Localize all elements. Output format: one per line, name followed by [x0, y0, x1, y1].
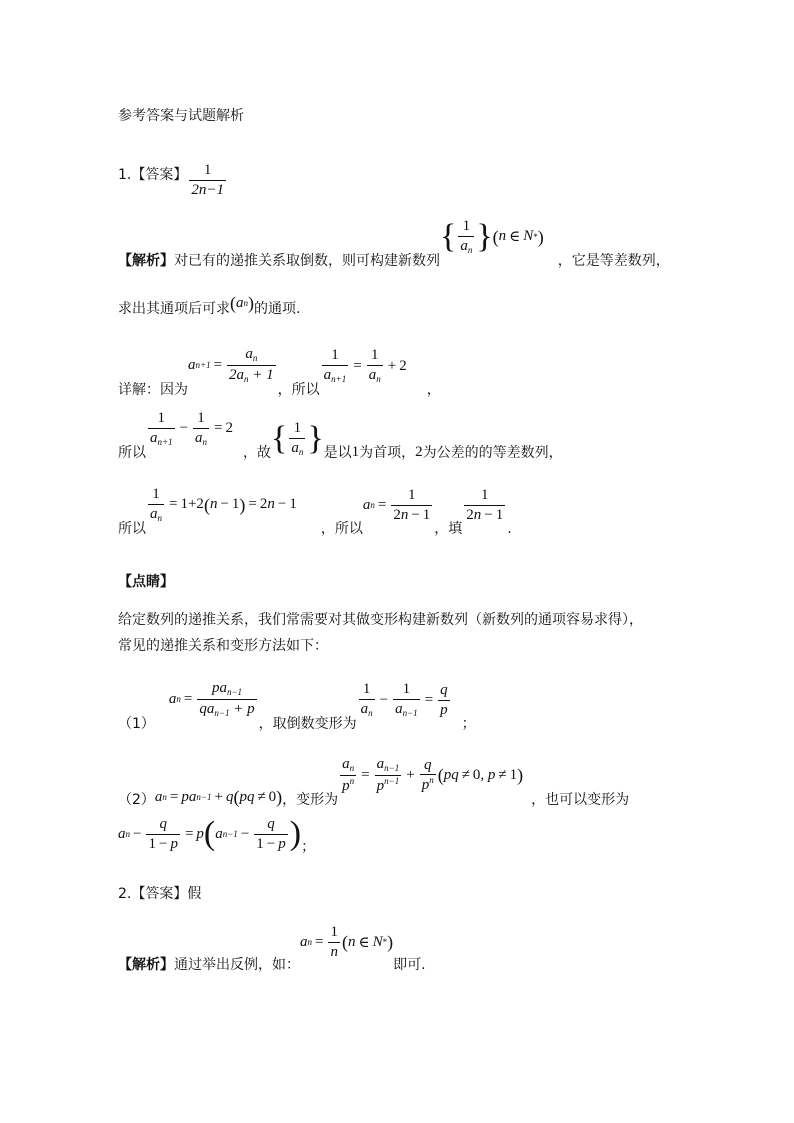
formula-difference: $\frac{1}{a_{n+1}}$ − $\frac{1}{a_n}$ = 2 — [150, 410, 234, 447]
formula-case1: a n = $\frac{pa_{n-1}}{qa_{n-1} + p}$ — [168, 680, 255, 718]
case2-label: （2） — [118, 791, 155, 808]
case1-mid: ，取倒数变形为 — [258, 715, 357, 732]
q1-so3: 所以 — [118, 520, 146, 537]
q1-period: . — [507, 520, 512, 537]
formula-case2-alt: a n − $\frac{q}{1 - p}$ = p ( a n−1 − $\frac{q}{1 - p}$ ) — [118, 815, 302, 852]
case2-mid: ，变形为 — [282, 791, 339, 808]
q1-is-seq-b: 为首项， — [359, 444, 416, 461]
formula-reciprocal: $\frac{1}{a_{n+1}}$ = $\frac{1}{a_n}$ + 2 — [323, 347, 407, 384]
q1-comma1: ， — [426, 381, 441, 398]
q1-is-seq-c: 为公差的的等差数列， — [422, 444, 563, 461]
q1-so4: ，所以 — [320, 520, 363, 537]
case1-end: ； — [461, 715, 476, 732]
q1-analysis-label: 【解析】 — [118, 252, 174, 269]
q1-answer-formula: $\frac{1}{2n-1}$ — [191, 162, 224, 198]
formula-fill: $\frac{1}{2n - 1}$ — [466, 487, 504, 523]
q2-analysis-label: 【解析】 — [118, 957, 174, 974]
q1-comment-label: 【点睛】 — [118, 574, 174, 590]
formula-case2: a n = pa n−1 + q ( pq ≠ 0 ) — [154, 787, 283, 808]
q2-analysis-end: 即可. — [393, 957, 426, 974]
formula-an: ( a n ) — [230, 293, 254, 313]
case2-end: ，也可以变形为 — [531, 791, 630, 808]
q1-analysis-line1 — [118, 217, 694, 269]
case1-line — [118, 680, 694, 733]
formula-closed: $\frac{1}{a_n}$ = 1+2 ( n − 1 ) = 2 n − 1 — [150, 486, 297, 523]
case2-tail: ； — [301, 839, 316, 856]
q1-so2: 所以 — [118, 444, 146, 461]
q1-answer-line — [118, 162, 694, 198]
q2-answer-line — [118, 886, 694, 903]
q1-result-line — [118, 486, 694, 537]
q1-detail-line — [118, 346, 694, 399]
q1-is-seq-a: 是以 — [323, 444, 352, 461]
q1-diff: 2 — [415, 444, 423, 461]
formula-an-result: a n = $\frac{1}{2n - 1}$ — [362, 487, 431, 523]
q1-analysis-line2-end: 的通项. — [254, 301, 301, 318]
q1-comment-p1: 给定数列的递推关系，我们常需要对其做变形构建新数列（新数列的通项容易求得）， — [118, 612, 643, 628]
formula-new-sequence: { $\frac{1}{a_n}$ } ( n ∈ N * ) — [440, 217, 544, 255]
q1-so1: ，所以 — [277, 381, 320, 398]
formula-seq-brace: { $\frac{1}{a_n}$ } — [271, 419, 324, 457]
case1-label: （1） — [118, 715, 155, 732]
q1-analysis-line2 — [118, 293, 694, 318]
q1-analysis-tail: ，它是等差数列， — [557, 252, 670, 269]
page-title: 参考答案与试题解析 — [118, 108, 244, 124]
q1-analysis-line2-text: 求出其通项后可求 — [118, 301, 230, 318]
q2-answer: 假 — [187, 886, 202, 902]
formula-recurrence: a n+1 = $\frac{a_n}{2a_n + 1}$ — [188, 346, 274, 384]
q1-answer-label: 1.【答案】 — [118, 167, 188, 184]
formula-case1-transform: $\frac{1}{a_n}$ − $\frac{1}{a_{n-1}}$ = $\frac{q}{p}$ — [360, 681, 448, 718]
q1-fill: ，填 — [434, 520, 463, 537]
q1-analysis-text: 对已有的递推关系取倒数，则可构建新数列 — [174, 252, 440, 269]
q1-comment-p2: 常见的递推关系和变形方法如下： — [118, 638, 328, 654]
formula-counterexample: a n = $\frac{1}{n}$ ( n ∈ N * ) — [300, 924, 394, 960]
q2-answer-label: 2.【答案】 — [118, 886, 188, 902]
q2-analysis-text: 通过举出反例，如： — [174, 957, 300, 974]
q2-analysis-line — [118, 924, 694, 974]
q1-gu: ，故 — [243, 444, 272, 461]
q1-first-term: 1 — [351, 444, 360, 461]
formula-case2-transform: $\frac{a_n}{p^n}$ = $\frac{a_{n-1}}{p^{n-1}}$ + $\frac{q}{p^n}$ ( pq ≠ 0 , p ≠ 1 ) — [342, 756, 524, 794]
q1-difference-line — [118, 410, 694, 461]
q1-detail-label: 详解：因为 — [118, 381, 188, 398]
case2-line — [118, 756, 694, 808]
case2-alt-line — [118, 815, 694, 856]
